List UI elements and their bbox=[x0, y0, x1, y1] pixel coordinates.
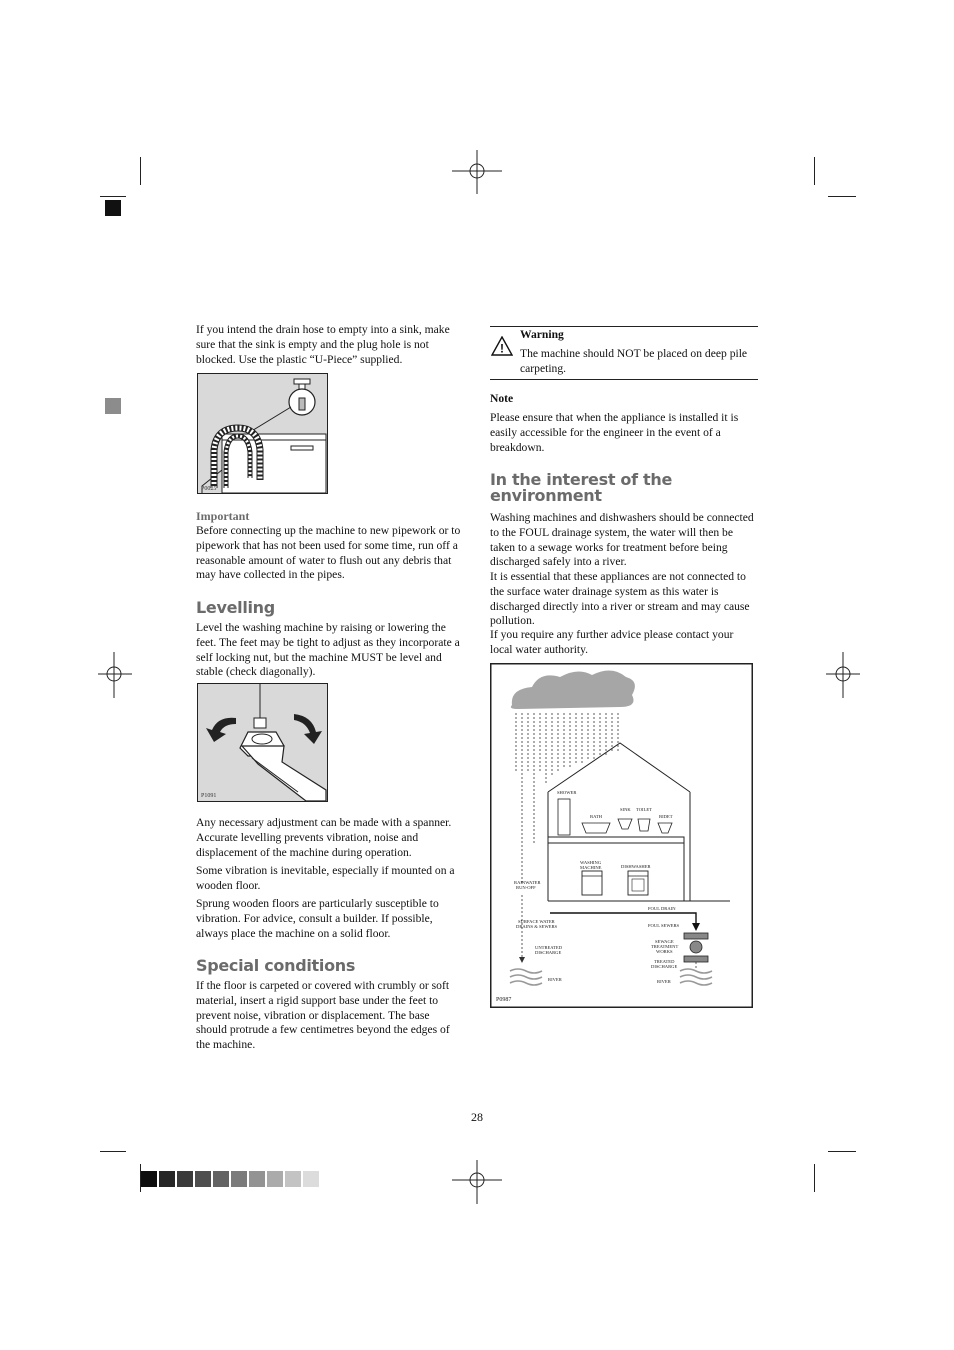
svg-text:DISCHARGE: DISCHARGE bbox=[535, 950, 562, 955]
drainage-diagram bbox=[490, 663, 753, 1008]
svg-text:UNTREATED: UNTREATED bbox=[535, 945, 563, 950]
figure1-code: P0025 bbox=[201, 486, 217, 492]
bath-icon bbox=[582, 823, 610, 833]
svg-text:SHOWER: SHOWER bbox=[557, 790, 577, 795]
levelling-text: Level the washing machine by raising or lowering the feet. The feet may be tight to adjust as they incorporate a self locking nut, but the machine MUST be level and stable (check diagonally). bbox=[196, 621, 460, 679]
warning-top-rule bbox=[490, 326, 758, 327]
svg-text:RIVER: RIVER bbox=[548, 977, 562, 982]
environment-heading-line2: environment bbox=[490, 486, 602, 505]
svg-text:TOILET: TOILET bbox=[636, 807, 652, 812]
special-conditions-text: If the floor is carpeted or covered with crumbly or soft material, insert a rigid support base under the feet to prevent noise, vibration or displacement. The base should protrude a few centimetres beyond the edges of the machine. bbox=[196, 979, 450, 1052]
environment-heading bbox=[490, 472, 750, 504]
registration-mark-right bbox=[826, 652, 860, 698]
registration-mark-top bbox=[452, 150, 502, 194]
color-swatch bbox=[267, 1171, 283, 1187]
svg-text:DRAINS & SEWERS: DRAINS & SEWERS bbox=[516, 924, 558, 929]
levelling-heading: Levelling bbox=[196, 598, 275, 617]
color-swatch bbox=[285, 1171, 301, 1187]
warning-triangle-icon bbox=[491, 336, 513, 356]
washing-machine-icon bbox=[582, 871, 602, 895]
figure2-code: P1091 bbox=[201, 793, 217, 799]
special-conditions-heading: Special conditions bbox=[196, 956, 356, 975]
sewage-tank-icon bbox=[684, 933, 708, 939]
svg-text:!: ! bbox=[500, 341, 504, 356]
gray-tab-marker bbox=[105, 398, 121, 414]
svg-text:BATH: BATH bbox=[590, 814, 602, 819]
color-swatch bbox=[231, 1171, 247, 1187]
svg-text:WASHING: WASHING bbox=[580, 860, 602, 865]
warning-bottom-rule bbox=[490, 379, 758, 380]
color-swatch bbox=[303, 1171, 319, 1187]
note-text: Please ensure that when the appliance is installed it is easily accessible for the engineer in the event of a breakdown. bbox=[490, 411, 739, 454]
spanner-figure bbox=[197, 683, 328, 802]
color-swatch bbox=[195, 1171, 211, 1187]
svg-text:WORKS: WORKS bbox=[656, 949, 673, 954]
sink-hose-figure bbox=[197, 373, 328, 494]
svg-text:RUN-OFF: RUN-OFF bbox=[516, 885, 536, 890]
svg-text:SURFACE WATER: SURFACE WATER bbox=[518, 919, 555, 924]
vibration-text: Some vibration is inevitable, especially if mounted on a wooden floor. bbox=[196, 864, 455, 892]
environment-paragraph-2: It is essential that these appliances are not connected to the surface water drainage system as this water is discharged directly into a river or stream and may cause pollution. bbox=[490, 570, 750, 628]
color-swatch bbox=[141, 1171, 157, 1187]
svg-text:TREATED: TREATED bbox=[654, 959, 675, 964]
black-tab-marker bbox=[105, 200, 121, 216]
warning-text: The machine should NOT be placed on deep pile carpeting. bbox=[520, 347, 748, 375]
shower-icon bbox=[558, 799, 570, 835]
svg-text:SEWAGE: SEWAGE bbox=[655, 939, 674, 944]
environment-paragraph-1: Washing machines and dishwashers should be connected to the FOUL drainage system, the water will then be taken to a sewage works for treatment before being discharged safely into a river. bbox=[490, 511, 754, 569]
note-title: Note bbox=[490, 392, 514, 405]
important-title: Important bbox=[196, 509, 250, 523]
toilet-icon bbox=[638, 819, 650, 831]
color-swatch bbox=[159, 1171, 175, 1187]
environment-heading-line1: In the interest of the bbox=[490, 470, 673, 489]
svg-text:FOUL SEWERS: FOUL SEWERS bbox=[648, 923, 680, 928]
registration-mark-left bbox=[98, 652, 132, 698]
svg-text:MACHINE: MACHINE bbox=[580, 865, 602, 870]
color-swatch bbox=[213, 1171, 229, 1187]
warning-title: Warning bbox=[520, 328, 564, 341]
svg-text:P0987: P0987 bbox=[496, 997, 512, 1003]
svg-text:RIVER: RIVER bbox=[657, 979, 671, 984]
svg-text:FOUL DRAIN: FOUL DRAIN bbox=[648, 906, 676, 911]
registration-mark-bottom bbox=[452, 1160, 502, 1204]
svg-text:DISCHARGE: DISCHARGE bbox=[651, 964, 678, 969]
svg-text:TREATMENT: TREATMENT bbox=[651, 944, 679, 949]
svg-text:BIDET: BIDET bbox=[659, 814, 673, 819]
important-text: Before connecting up the machine to new pipework or to pipework that has not been used for some time, run off a reasonable amount of water to flush out any debris that may have collected in the pipes. bbox=[196, 524, 461, 582]
dishwasher-icon bbox=[628, 871, 648, 895]
svg-text:SINK: SINK bbox=[620, 807, 631, 812]
page-number: 28 bbox=[471, 1110, 483, 1124]
color-swatch bbox=[249, 1171, 265, 1187]
spanner-text: Any necessary adjustment can be made with a spanner. Accurate levelling prevents vibration, noise and displacement of the machine during operation. bbox=[196, 816, 452, 859]
sprung-floor-text: Sprung wooden floors are particularly susceptible to vibration. For advice, consult a builder. If possible, always place the machine on a solid floor. bbox=[196, 897, 439, 940]
svg-text:RAINWATER: RAINWATER bbox=[514, 880, 541, 885]
color-swatch bbox=[177, 1171, 193, 1187]
svg-text:DISHWASHER: DISHWASHER bbox=[621, 864, 651, 869]
environment-paragraph-3: If you require any further advice please contact your local water authority. bbox=[490, 628, 734, 656]
drain-hose-intro: If you intend the drain hose to empty into a sink, make sure that the sink is empty and the plug hole is not blocked. Use the plastic “U-Piece” supplied. bbox=[196, 323, 450, 366]
